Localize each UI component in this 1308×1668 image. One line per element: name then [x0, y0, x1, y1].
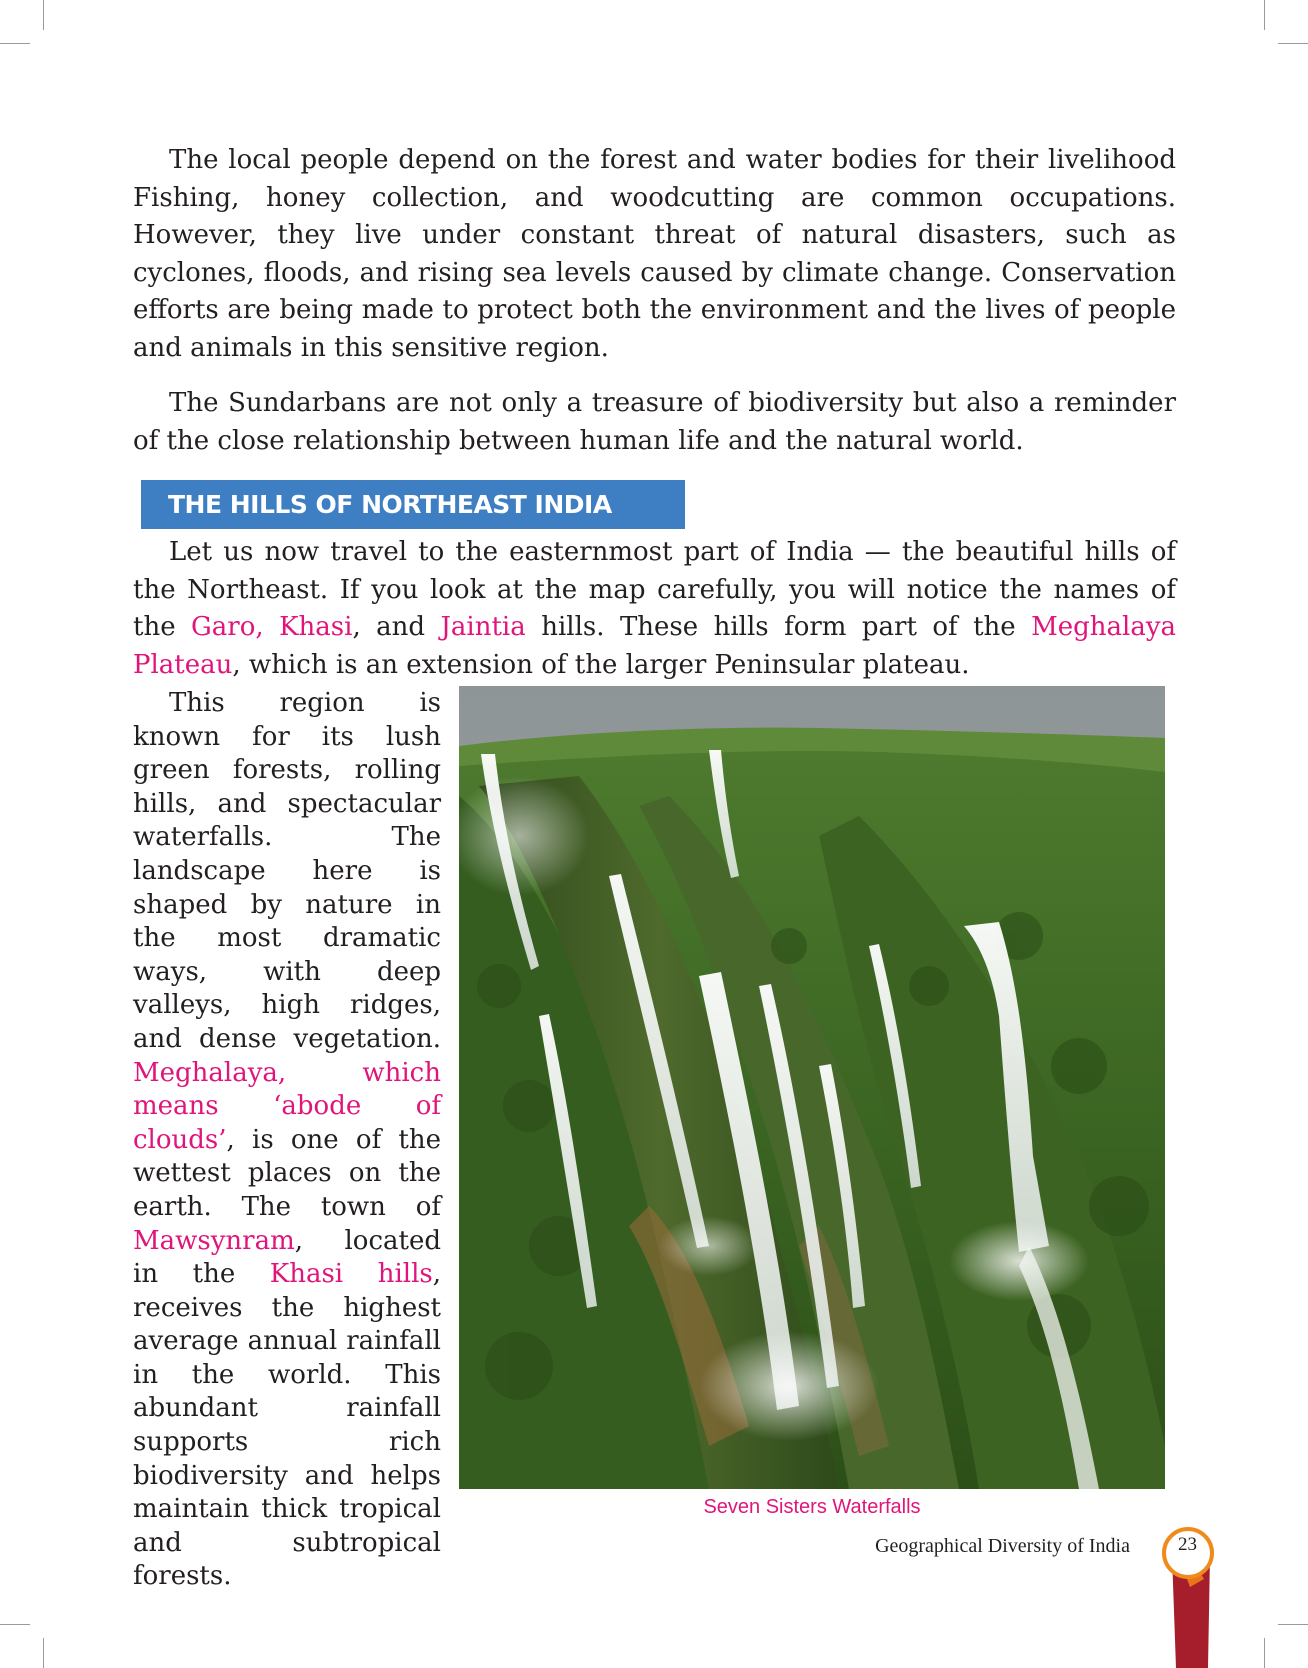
- book-title: Geographical Diversity of India: [875, 1535, 1130, 1557]
- highlight-khasi-hills: Khasi hills: [269, 1259, 433, 1290]
- crop-mark: [0, 1624, 30, 1625]
- text-run: , is one of the wettest places on the earth. The town of: [133, 1124, 441, 1222]
- text-run: , and: [352, 612, 441, 642]
- waterfall-photo: [459, 686, 1165, 1489]
- crop-mark: [43, 1638, 44, 1668]
- text-run: , located in the: [133, 1225, 441, 1290]
- text-run: , receives the highest average annual rainfall in the world. This abundant rainfall supports rich biodiversity and helps maintain thick tropical and subtropical forests.: [133, 1259, 441, 1592]
- highlight-mawsynram: Mawsynram: [133, 1225, 295, 1256]
- highlight-meghalaya-meaning: Meghalaya, which means ‘abode of clouds’: [133, 1057, 441, 1155]
- highlight-garo-khasi: Garo, Khasi: [191, 612, 353, 642]
- crop-mark: [0, 43, 30, 44]
- text-run: Let us now travel to the easternmost part of India — the beautiful hills of the Northeast. If you look at the map carefully, you will notice the names of the: [133, 537, 1176, 642]
- highlight-meghalaya-plateau: Meghalaya Plateau: [133, 612, 1177, 680]
- paragraph-northeast-intro: [133, 534, 1176, 684]
- paragraph-region: [133, 687, 441, 1594]
- crop-mark: [1278, 1624, 1308, 1625]
- paragraph-sundarbans-summary: The Sundarbans are not only a treasure of biodiversity but also a reminder of the close relationship between human life and the natural world.: [133, 388, 1176, 456]
- section-heading-bar: [141, 480, 685, 529]
- text-run: This region is known for its lush green forests, rolling hills, and spectacular waterfalls. The landscape here is shaped by nature in the most dramatic ways, with deep valleys, high ridges, and dense vegetation.: [133, 688, 441, 1054]
- page-number: 23: [1178, 1534, 1197, 1555]
- crop-mark: [1264, 0, 1265, 30]
- crop-mark: [1264, 1638, 1265, 1668]
- crop-mark: [43, 0, 44, 30]
- text-run: hills. These hills form part of the: [525, 612, 1032, 642]
- figure-caption: Seven Sisters Waterfalls: [703, 1496, 921, 1518]
- paragraph-livelihood: The local people depend on the forest and water bodies for their livelihood Fishing, honey collection, and woodcutting are common occupations. However, they live under constant threat of natural disasters, such as cyclones, floods, and rising sea levels caused by climate change. Conservation efforts are being made to protect both the environment and the lives of people and animals in this sensitive region.: [133, 145, 1176, 363]
- highlight-jaintia: Jaintia: [440, 612, 526, 642]
- section-heading: THE HILLS OF NORTHEAST INDIA: [168, 490, 612, 519]
- crop-mark: [1278, 43, 1308, 44]
- text-run: , which is an extension of the larger Peninsular plateau.: [232, 649, 970, 680]
